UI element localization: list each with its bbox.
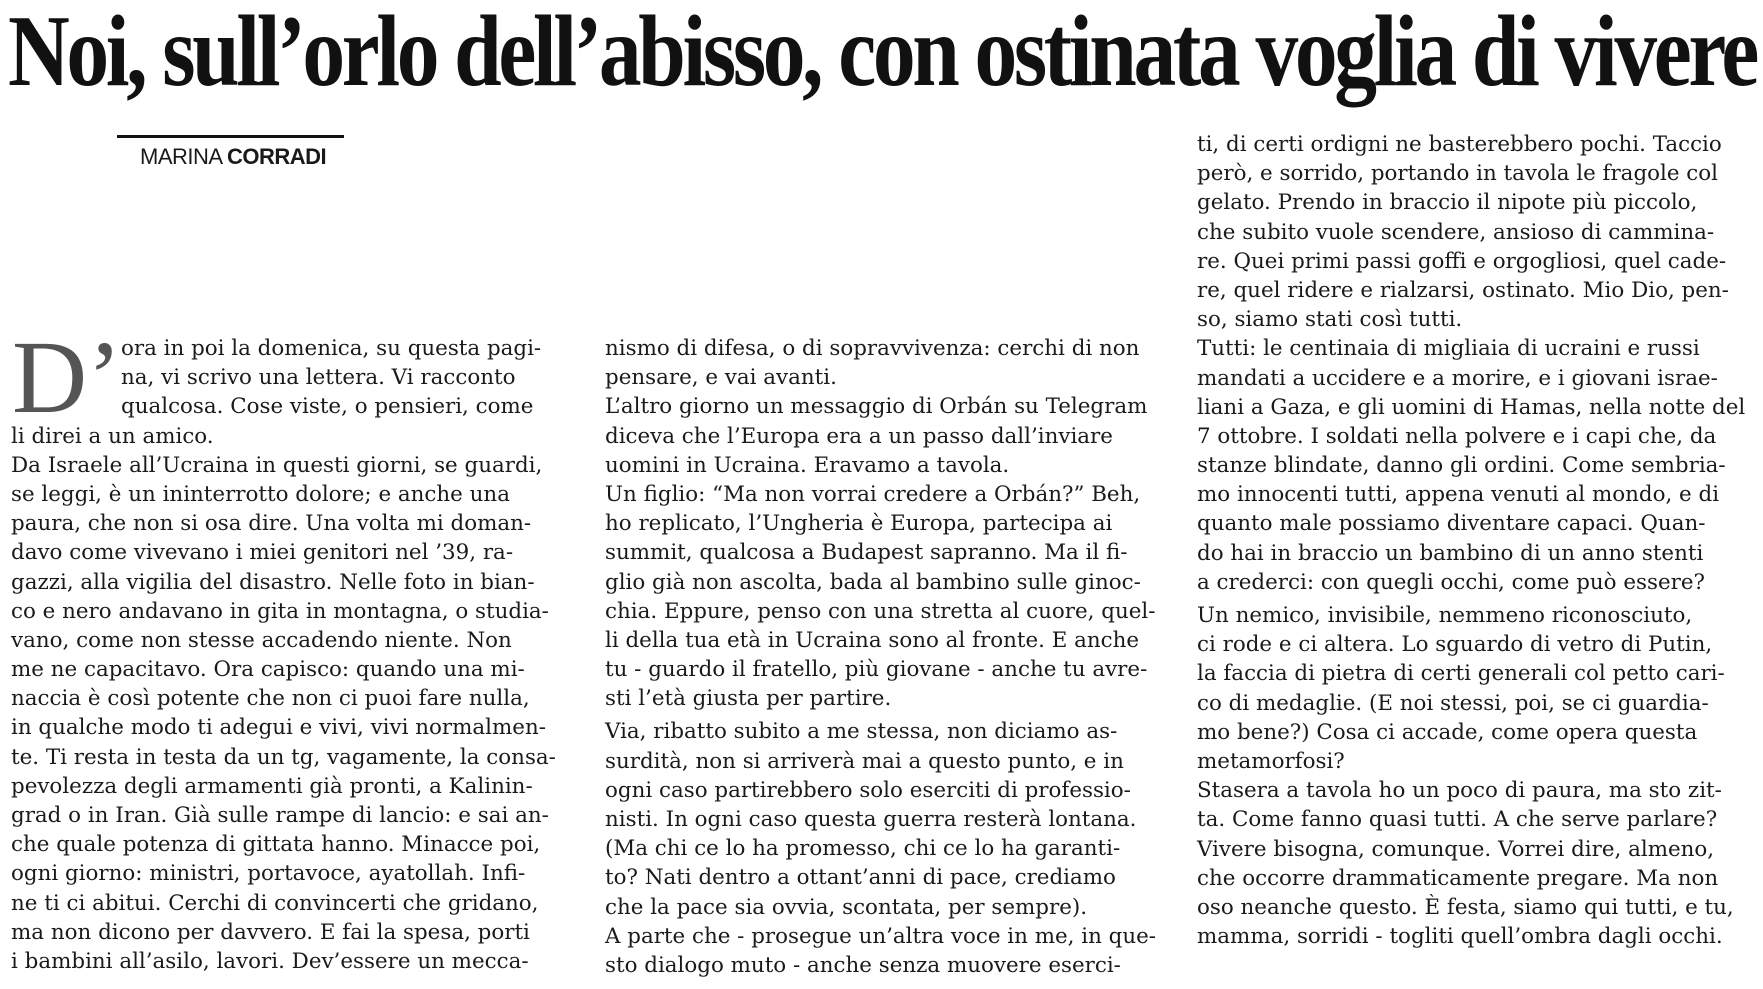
text-line: to? Nati dentro a ottant’anni di pace, crediamo (605, 865, 1116, 891)
text-line: davo come vivevano i miei genitori nel ’39, ra- (11, 540, 514, 566)
text-line: però, e sorrido, portando in tavola le fragole col (1197, 161, 1719, 187)
article-column-2 (605, 334, 1163, 980)
text-line: diceva che l’Europa era a un passo dall’inviare (605, 423, 1113, 449)
text-line: stanze blindate, danno gli ordini. Come sembria- (1197, 453, 1726, 479)
text-line: Un nemico, invisibile, nemmeno riconosciuto, (1197, 603, 1693, 628)
text-line: co e nero andavano in gita in montagna, o studia- (11, 598, 549, 624)
text-line: se leggi, è un ininterrotto dolore; e anche una (11, 481, 510, 507)
paragraph (1197, 334, 1755, 597)
text-line: oso neanche questo. È festa, siamo qui tutti, e tu, (1197, 894, 1734, 920)
paragraph (605, 922, 1163, 980)
text-line: A parte che - prosegue un’altra voce in me, in que- (605, 923, 1157, 949)
paragraph (1197, 776, 1755, 951)
text-line: surdità, non si arriverà mai a questo punto, e in (605, 748, 1124, 774)
text-line: che la pace sia ovvia, scontata, per sempre). (605, 894, 1088, 920)
text-line: sti l’età giusta per partire. (605, 686, 892, 712)
paragraph (605, 480, 1163, 714)
text-line: Stasera a tavola ho un poco di paura, ma sto zit- (1197, 778, 1722, 804)
text-line: a crederci: con quegli occhi, come può essere? (1197, 569, 1705, 595)
text-line: grad o in Iran. Già sulle rampe di lancio: e sai an- (11, 803, 549, 828)
text-line: naccia è così potente che non ci puoi fare nulla, (11, 686, 530, 712)
paragraph (11, 451, 569, 976)
text-line: do hai in braccio un bambino di un anno stenti (1197, 540, 1704, 566)
text-line: ti, di certi ordigni ne basterebbero pochi. Taccio (1197, 132, 1722, 157)
text-line: liani a Gaza, e gli uomini di Hamas, nella notte del (1197, 394, 1746, 420)
text-line: i bambini all’asilo, lavori. Dev’essere un mecca- (11, 948, 529, 974)
article-column-3 (1197, 130, 1755, 951)
text-line: ta. Come fanno quasi tutti. A che serve parlare? (1197, 807, 1718, 833)
text-line: chia. Eppure, penso con una stretta al cuore, quel- (605, 598, 1156, 624)
text-line: metamorfosi? (1197, 748, 1345, 774)
text-line: che quale potenza di gittata hanno. Minacce poi, (11, 832, 541, 858)
author-last-name: CORRADI (226, 144, 327, 169)
text-line: in qualche modo ti adegui e vivi, vivi normalmen- (11, 715, 546, 741)
text-line: mamma, sorridi - togliti quell’ombra dagli occhi. (1197, 924, 1723, 950)
text-line: ogni giorno: ministri, portavoce, ayatollah. Infi- (11, 861, 526, 887)
text-line: ogni caso partirebbero solo eserciti di professio- (605, 777, 1131, 803)
byline (140, 144, 326, 170)
drop-cap: D’ (12, 320, 122, 435)
text-line: co di medaglie. (E noi stessi, poi, se ci guardia- (1197, 690, 1709, 716)
text-line: li direi a un amico. (11, 423, 214, 449)
text-line: che occorre drammaticamente pregare. Ma non (1197, 865, 1719, 891)
text-line: quanto male possiamo diventare capaci. Quan- (1197, 511, 1706, 537)
headline: Noi, sull’orlo dell’abisso, con ostinata voglia di vivere (8, 0, 1757, 108)
text-line: li della tua età in Ucraina sono al fronte. E anche (605, 627, 1140, 653)
text-line: ne ti ci abitui. Cerchi di convincerti che gridano, (11, 890, 539, 916)
text-line: L’altro giorno un messaggio di Orbán su Telegram (605, 394, 1148, 420)
text-line: ma non dicono per davvero. E fai la spesa, porti (11, 919, 530, 945)
text-line: Vivere bisogna, comunque. Vorrei dire, almeno, (1197, 836, 1715, 862)
paragraph (1197, 601, 1755, 776)
text-line: mo bene?) Cosa ci accade, come opera questa (1197, 719, 1698, 745)
text-line: mo innocenti tutti, appena venuti al mondo, e di (1197, 482, 1720, 508)
text-line: la faccia di pietra di certi generali col petto cari- (1197, 661, 1725, 687)
text-line: re. Quei primi passi goffi e orgogliosi, quel cade- (1197, 248, 1727, 274)
text-line: pevolezza degli armamenti già pronti, a Kalinin- (11, 773, 533, 799)
text-line: qualcosa. Cose viste, o pensieri, come (121, 394, 534, 420)
text-line: ora in poi la domenica, su questa pagi- (121, 336, 542, 361)
text-line: 7 ottobre. I soldati nella polvere e i capi che, da (1197, 423, 1717, 449)
text-line: vano, come non stesse accadendo niente. Non (11, 627, 512, 653)
paragraph (605, 392, 1163, 480)
text-line: Via, ribatto subito a me stessa, non diciamo as- (605, 719, 1118, 745)
text-line: ho replicato, l’Ungheria è Europa, partecipa ai (605, 511, 1113, 537)
text-line: tu - guardo il fratello, più giovane - anche tu avre- (605, 657, 1148, 683)
text-line: uomini in Ucraina. Eravamo a tavola. (605, 452, 1010, 478)
text-line: pensare, e vai avanti. (605, 365, 837, 391)
article-column-1 (11, 334, 569, 976)
text-line: Un figlio: “Ma non vorrai credere a Orbán?” Beh, (605, 481, 1141, 507)
text-line: nismo di difesa, o di sopravvivenza: cerchi di non (605, 336, 1140, 361)
text-line: che subito vuole scendere, ansioso di cammina- (1197, 219, 1715, 245)
text-line: paura, che non si osa dire. Una volta mi doman- (11, 511, 532, 537)
text-line: so, siamo stati così tutti. (1197, 307, 1463, 333)
text-line: summit, qualcosa a Budapest sapranno. Ma il fi- (605, 540, 1128, 566)
text-line: Tutti: le centinaia di migliaia di ucraini e russi (1197, 336, 1700, 362)
text-line: nisti. In ogni caso questa guerra resterà lontana. (605, 807, 1137, 832)
text-line: glio già non ascolta, bada al bambino sulle ginoc- (605, 569, 1141, 595)
author-first-name: MARINA (140, 144, 222, 169)
text-line: ci rode e ci altera. Lo sguardo di vetro di Putin, (1197, 632, 1713, 658)
text-line: gazzi, alla vigilia del disastro. Nelle foto in bian- (11, 569, 535, 595)
paragraph (1197, 130, 1755, 334)
byline-rule (117, 135, 344, 138)
paragraph (605, 334, 1163, 392)
text-line: gelato. Prendo in braccio il nipote più piccolo, (1197, 190, 1698, 216)
paragraph (11, 334, 569, 451)
text-line: Da Israele all’Ucraina in questi giorni, se guardi, (11, 452, 543, 478)
text-line: me ne capacitavo. Ora capisco: quando una mi- (11, 657, 525, 683)
text-line: re, quel ridere e rialzarsi, ostinato. Mio Dio, pen- (1197, 277, 1729, 303)
text-line: te. Ti resta in testa da un tg, vagamente, la consa- (11, 744, 556, 770)
text-line: (Ma chi ce lo ha promesso, chi ce lo ha garanti- (605, 836, 1121, 862)
paragraph (605, 717, 1163, 921)
text-line: sto dialogo muto - anche senza muovere eserci- (605, 952, 1121, 978)
text-line: mandati a uccidere e a morire, e i giovani israe- (1197, 365, 1718, 391)
text-line: na, vi scrivo una lettera. Vi racconto (121, 365, 516, 391)
